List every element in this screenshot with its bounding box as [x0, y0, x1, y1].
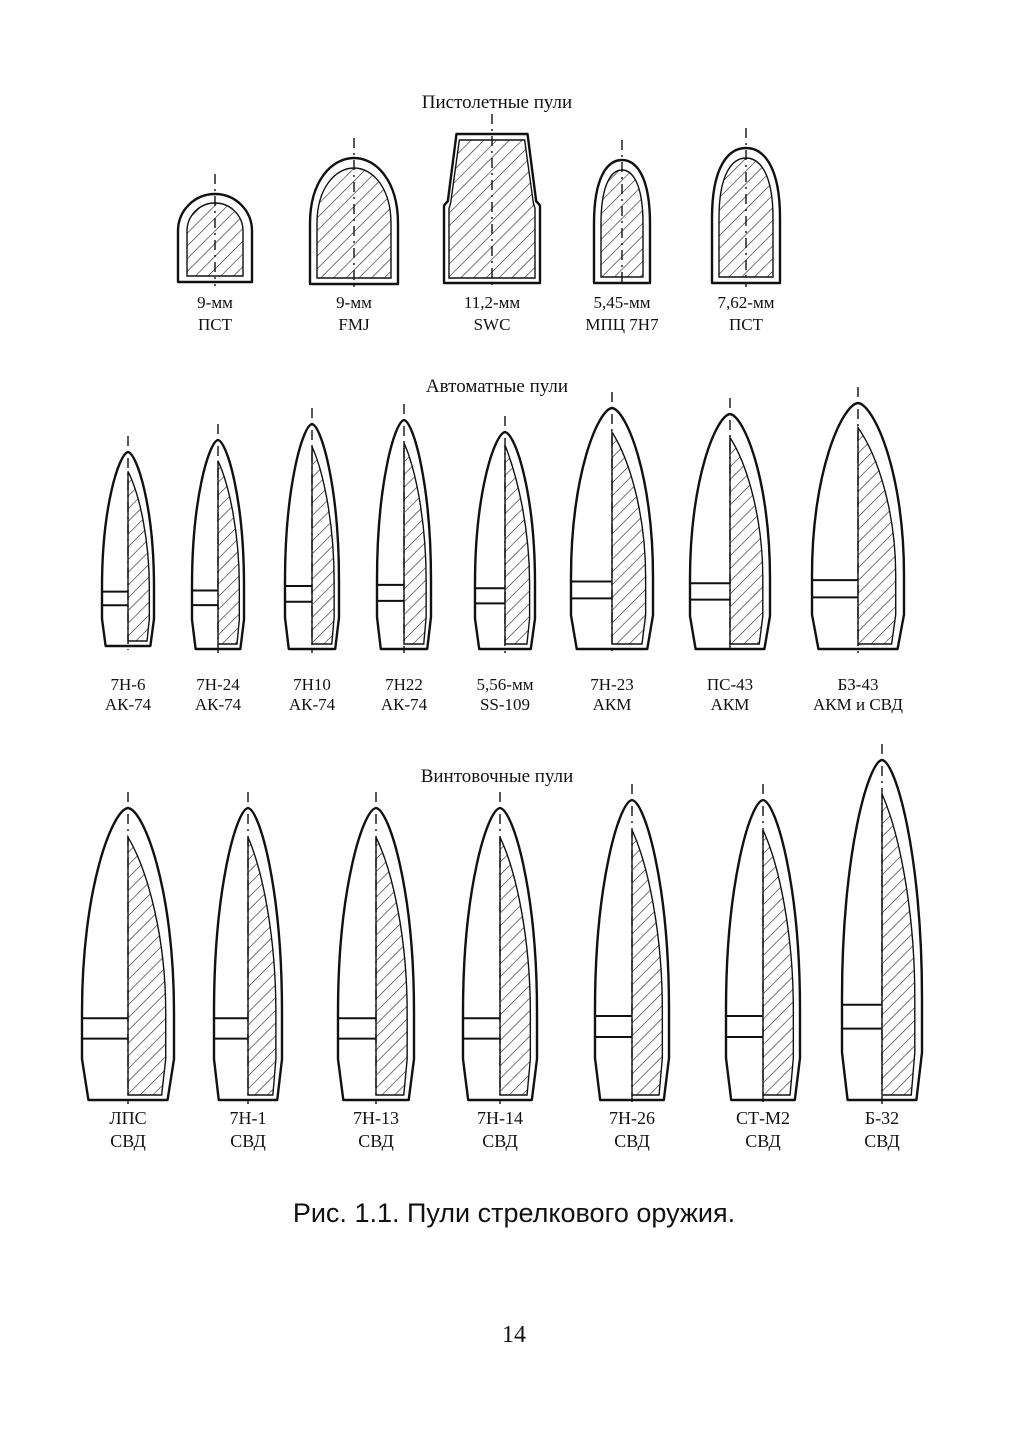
bullet-caliber-label: Б-32: [864, 1108, 900, 1128]
bullet-weapon-label: СВД: [358, 1131, 394, 1151]
rifle-bullet-icon: [102, 436, 154, 650]
ogive-pistol-bullet-icon: [310, 138, 398, 288]
page-number: 14: [502, 1322, 526, 1348]
section-title: Автоматные пули: [425, 376, 569, 397]
bullet-caliber-label: 7Н-26: [609, 1108, 655, 1128]
bullet-weapon-label: ПСТ: [729, 315, 763, 334]
sniper-bullet-icon: [338, 792, 414, 1104]
section-2: [102, 376, 904, 714]
pointed-pistol-bullet-icon: [712, 128, 780, 287]
bullet-weapon-label: МПЦ 7Н7: [585, 315, 659, 334]
rifle-bullet-icon: [192, 424, 244, 653]
bullet-weapon-label: SWC: [473, 315, 511, 334]
bullet-caliber-label: 7Н-24: [196, 675, 240, 694]
bullet-weapon-label: FMJ: [338, 315, 370, 334]
bullet-caliber-label: ПС-43: [706, 675, 754, 694]
figure-caption: Рис. 1.1. Пули стрелкового оружия.: [292, 1198, 736, 1228]
semi-wadcutter-bullet-icon: [444, 114, 540, 287]
bullet-caliber-label: 5,56-мм: [476, 675, 534, 694]
rifle-bullet-icon: [690, 398, 770, 653]
section-3: [82, 744, 922, 1151]
bullet-caliber-label: СТ-М2: [736, 1108, 790, 1128]
section-title: Пистолетные пули: [421, 92, 573, 113]
bullet-weapon-label: АК-74: [288, 695, 336, 714]
section-title: Винтовочные пули: [420, 766, 574, 787]
rifle-bullet-icon: [285, 408, 339, 653]
sniper-bullet-icon: [82, 792, 174, 1104]
bullet-caliber-label: 7Н-6: [110, 675, 146, 694]
sniper-bullet-icon: [842, 744, 922, 1104]
bullet-caliber-label: 7Н10: [293, 675, 331, 694]
bullet-caliber-label: 7Н22: [385, 675, 423, 694]
bullet-caliber-label: 7Н-14: [477, 1108, 523, 1128]
bullet-weapon-label: АК-74: [104, 695, 152, 714]
bullet-weapon-label: СВД: [482, 1131, 518, 1151]
bullet-caliber-label: 11,2-мм: [463, 293, 521, 312]
bullet-weapon-label: СВД: [745, 1131, 781, 1151]
sniper-bullet-icon: [214, 792, 282, 1104]
bullet-caliber-label: 7Н-23: [590, 675, 634, 694]
sniper-bullet-icon: [463, 792, 537, 1104]
narrow-pistol-bullet-icon: [594, 140, 650, 287]
rifle-bullet-icon: [377, 404, 431, 653]
sniper-bullet-icon: [595, 784, 669, 1104]
bullet-caliber-label: 9-мм: [197, 293, 233, 312]
bullet-weapon-label: АКМ и СВД: [813, 695, 903, 714]
round-nose-pistol-bullet-icon: [178, 174, 252, 286]
bullet-weapon-label: ПСТ: [198, 315, 232, 334]
sniper-bullet-icon: [726, 784, 800, 1104]
bullet-caliber-label: 7,62-мм: [717, 293, 775, 312]
bullet-weapon-label: СВД: [614, 1131, 650, 1151]
rifle-bullet-icon: [571, 392, 653, 653]
bullet-caliber-label: БЗ-43: [837, 675, 879, 694]
bullet-caliber-label: 7Н-1: [229, 1108, 267, 1128]
bullet-weapon-label: АКМ: [710, 695, 750, 714]
bullet-weapon-label: АКМ: [592, 695, 632, 714]
bullet-weapon-label: СВД: [864, 1131, 900, 1151]
bullet-weapon-label: АК-74: [380, 695, 428, 714]
section-1: [178, 92, 780, 334]
bullet-caliber-label: 9-мм: [336, 293, 372, 312]
bullet-caliber-label: 7Н-13: [353, 1108, 399, 1128]
bullet-core-hatching: [505, 445, 530, 644]
bullet-caliber-label: ЛПС: [109, 1108, 147, 1128]
bullet-weapon-label: SS-109: [479, 695, 531, 714]
bullet-caliber-label: 5,45-мм: [593, 293, 651, 312]
rifle-bullet-icon: [812, 387, 904, 653]
bullet-weapon-label: АК-74: [194, 695, 242, 714]
bullet-weapon-label: СВД: [230, 1131, 266, 1151]
rifle-bullet-icon: [475, 416, 535, 653]
bullet-weapon-label: СВД: [110, 1131, 146, 1151]
